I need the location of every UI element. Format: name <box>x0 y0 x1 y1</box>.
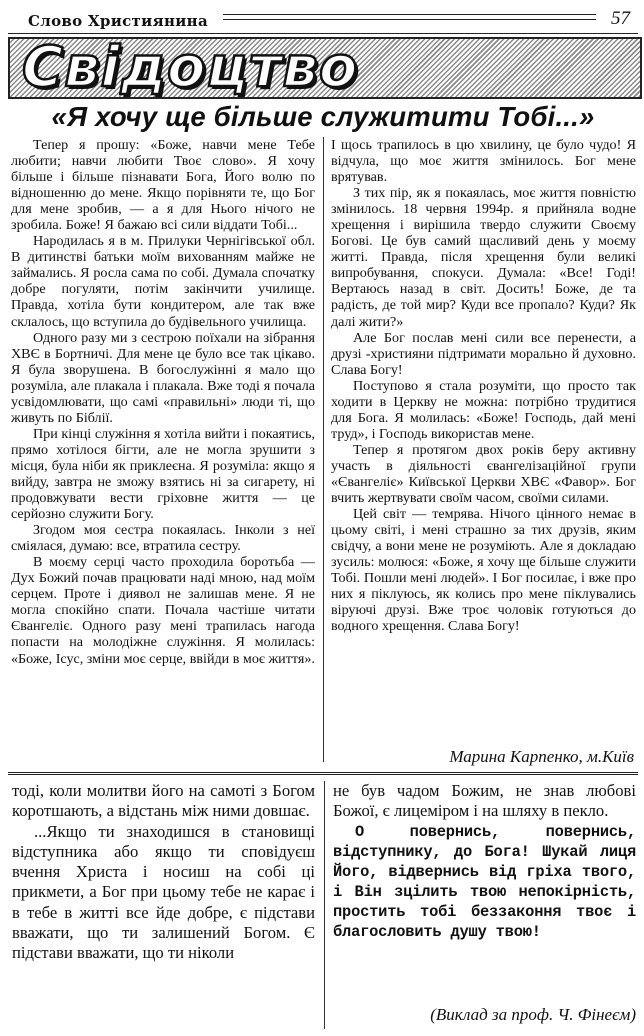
section-separator <box>8 772 638 775</box>
paragraph: В моєму серці часто проходила боротьба — Дух Божий почав працювати наді мною, над моїм серцем. Проте і диявол не залишав мене. Я не могла спокійно спати. Почала частіше читати Євангеліє. Одного разу мені трапилась нагода попасти на молодіжне служіння. Я молилась: «Боже, Ісус, зміни моє серце, ввійди в моє життя». <box>11 554 315 667</box>
section-banner <box>8 37 642 99</box>
paragraph: Одного разу ми з сестрою поїхали на зібрання ХВЄ в Бортничі. Для мене це було все так цікаво. Я була зворушена. В богослужінні я мало що розуміла, але плакала і плакала. Вже тоді я почала усвідомлювати, що самі «правильні» люди ті, що живуть по Біблії. <box>11 329 315 426</box>
paragraph: І щось трапилось в цю хвилину, це було чудо! Я відчула, що моє життя змінилось. Бог мене врятував. <box>331 137 636 186</box>
paragraph: Тепер я прошу: «Боже, навчи мене Тебе любити; навчи любити Твоє слово». Я хочу більше і більше пізнавати Бога, Його волю по відношенню до мене. Якщо порівняти те, що Бог для мене зробив, — а я для Нього нічого не зробила. Боже! Я бажаю всі сили віддати Тобі... <box>11 137 315 234</box>
continued-column-2 <box>333 781 636 942</box>
article-author: Марина Карпенко, м.Київ <box>449 747 634 766</box>
paragraph: тоді, коли молитви його на самоті з Богом коротшають, а відстань між ними довшає. <box>12 781 315 821</box>
bold-exhortation: О повернись, повернись, відступнику, до Бога! Шукай лиця Його, відвернись від гріха твого, і Він зцілить твою непокірність, простить тобі беззаконня твоє і благословить душу твою! <box>333 822 636 941</box>
paragraph: Цей світ — темрява. Нічого цінного немає в цьому світі, і мені страшно за тих друзів, яким свідчу, а вони мене не розуміють. Але я докладаю зусиль: молюся: «Боже, я хочу ще більше служити Тобі. Пошли мені людей». І Бог посилає, і вже про них я піклуюсь, як колись про мене піклувались віруючі друзі. Вже троє чоловік готуються до водного хрещення. Слава Богу! <box>331 506 636 635</box>
article-column-1 <box>11 137 315 667</box>
paragraph: З тих пір, як я покаялась, моє життя повністю змінилось. 18 червня 1994р. я прийняла водне хрещення і вирішила твердо служити Своєму Богові. Це був самий щасливий день у моєму житті. Правда, після хрещення були великі випробування, спокуси. Думала: «Все! Годі! Вертаюсь назад в світ. Досить! Боже, де та радість, де той мир? Куди все пропало? Куди? Як далі жити?» <box>331 185 636 330</box>
page-number: 57 <box>611 8 630 29</box>
article-column-2 <box>331 137 636 634</box>
paragraph: Поступово я стала розуміти, що просто так ходити в Церкву не можна: потрібно трудитися для Бога. Я молилась: «Боже! Господь, дай мені труд», і Господь використав мене. <box>331 377 636 442</box>
column-divider <box>323 137 324 762</box>
paragraph: Але Бог послав мені сили все перенести, а друзі -християни підтримати морально й духовно. Слава Богу! <box>331 329 636 378</box>
publication-name: Слово Християнина <box>28 12 208 30</box>
paragraph: ...Якщо ти знаходишся в становищі відступника або якщо ти сповідуєш вчення Христа і носиш на собі ці прикмети, а Бог при цьому тебе не карає і в тебе в житті все йде добре, є підстави вважати, що ти залишений Богом. Є підстави вважати, що ти ніколи <box>12 821 315 963</box>
paragraph: не був чадом Божим, не знав любові Божої, є лицеміром і на шляху в пекло. <box>333 781 636 821</box>
section-title: Свідоцтво <box>22 37 359 99</box>
paragraph: Тепер я протягом двох років беру активну участь в діяльності євангелізаційної групи «Євангеліє» Київської Церкви ХВЄ «Фавор». Бог вчить жертвувати своїм часом, своїми силами. <box>331 441 636 507</box>
article-headline: «Я хочу ще більше служитити Тобі...» <box>51 101 595 132</box>
header-divider <box>8 33 638 34</box>
paragraph: Народилась я в м. Прилуки Чернігівської обл. В дитинстві батьки моїм вихованням майже не займались. Я росла сама по собі. Думала спочатку добре погуляти, потім закінчити училище. Правда, хотіла бути кондитером, але так вже склалось, що вступила до будівельного училища. <box>11 233 315 330</box>
running-header <box>8 4 636 34</box>
column-divider <box>324 781 325 1029</box>
source-credit: (Виклад за проф. Ч. Фінеєм) <box>430 1005 636 1024</box>
header-rule <box>223 14 596 20</box>
continued-column-1 <box>12 781 315 964</box>
paragraph: При кінці служіння я хотіла вийти і покаятись, прямо хотілося бігти, але не могла зрушити з місця, була ніби як приклеєна. Я розуміла: якщо я вийду, завтра не зможу взятись ні за сигарету, ні продовжувати вести гріховне життя — це серйозно служити Богу. <box>11 425 315 523</box>
paragraph: Згодом моя сестра покаялась. Інколи з неї сміялася, думаю: все, втратила сестру. <box>11 522 315 555</box>
